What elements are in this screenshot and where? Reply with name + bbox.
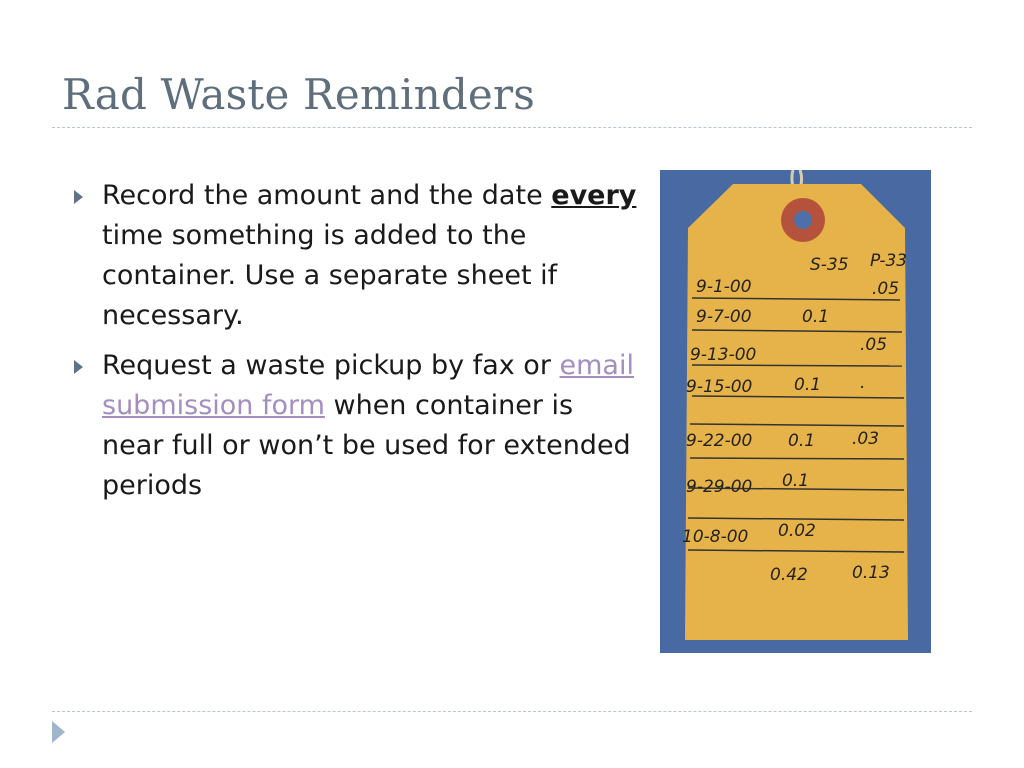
emphasis-every: every <box>551 180 637 211</box>
tag-date: 10-8-00 <box>682 527 749 547</box>
bullet-text: time something is added to the container. Use a separate sheet if necessary. <box>102 220 558 331</box>
tag-s35-value: 0.02 <box>778 521 816 541</box>
bullet-item-request <box>72 346 642 506</box>
tag-date: 9-1-00 <box>696 277 752 297</box>
tag-p33-value: .05 <box>872 279 900 299</box>
bullet-text: Request a waste pickup by fax or <box>102 350 560 381</box>
tag-header-s35: S-35 <box>810 255 849 275</box>
bullet-item-record <box>72 176 642 336</box>
waste-tag-photo <box>660 170 931 653</box>
tag-date: 9-29-00 <box>686 477 753 497</box>
tag-p33-value: .05 <box>860 335 888 355</box>
tag-header-p33: P-33 <box>870 251 908 271</box>
tag-total-p33: 0.13 <box>852 563 890 583</box>
tag-s35-value: 0.1 <box>794 375 822 395</box>
tag-p33-value: . <box>860 373 866 393</box>
bullet-arrow-icon <box>74 360 83 374</box>
bullet-arrow-icon <box>74 190 83 204</box>
tag-s35-value: 0.1 <box>782 471 810 491</box>
bullet-text: when container is near full or won’t be used for extended periods <box>102 390 631 501</box>
tag-p33-value: .03 <box>852 429 880 449</box>
tag-s35-value: 0.1 <box>802 307 830 327</box>
tag-total-s35: 0.42 <box>770 565 808 585</box>
tag-date: 9-7-00 <box>696 307 752 327</box>
footer-divider <box>52 711 972 712</box>
tag-s35-value: 0.1 <box>788 431 816 451</box>
tag-date: 9-22-00 <box>686 431 753 451</box>
next-slide-arrow-icon[interactable] <box>52 721 65 743</box>
tag-date: 9-15-00 <box>686 377 753 397</box>
bullet-list <box>72 176 642 516</box>
tag-hole <box>794 211 812 229</box>
tag-date: 9-13-00 <box>690 345 757 365</box>
bullet-text: Record the amount and the date <box>102 180 552 211</box>
email-submission-form-link[interactable]: email submission form <box>102 350 634 421</box>
title-divider <box>52 127 972 128</box>
slide-title: Rad Waste Reminders <box>62 70 536 119</box>
